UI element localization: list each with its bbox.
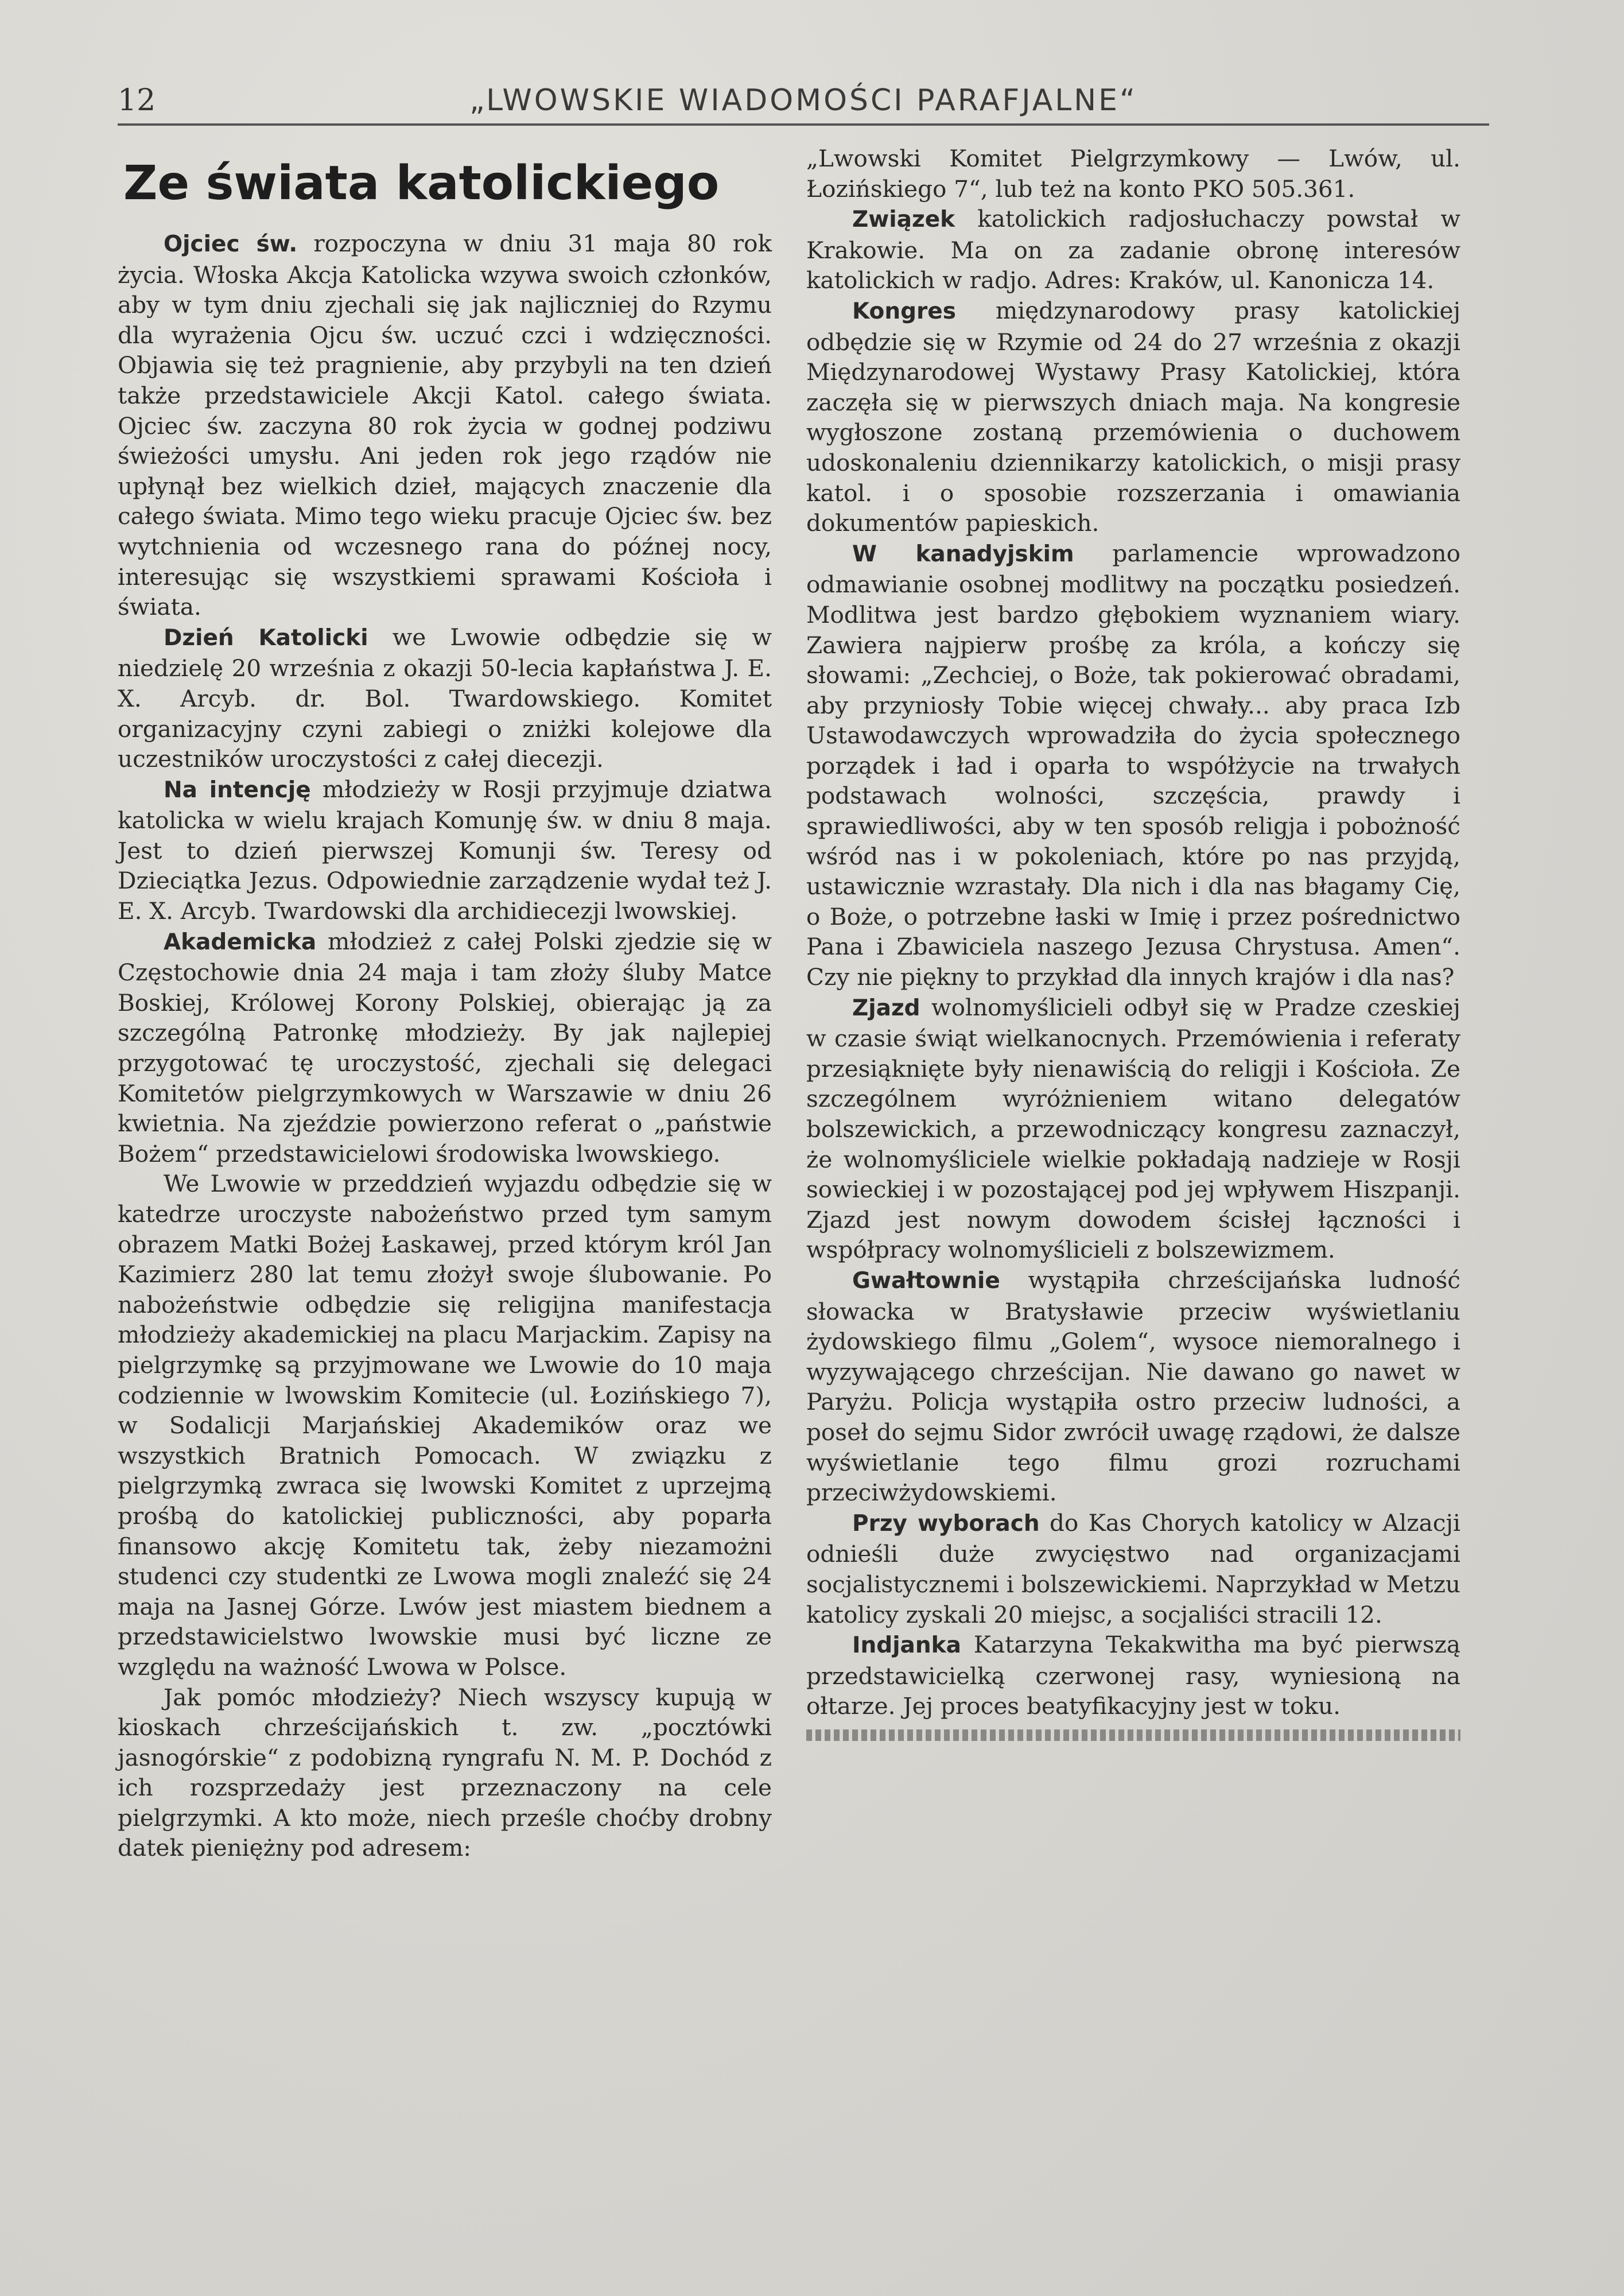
article-lead: Na intencję (164, 777, 311, 803)
article-text: międzynarodowy prasy katolickiej odbędzie się w Rzymie od 24 do 27 września z okazji Międzynarodowej Wystawy Prasy Katolickiej, która zaczęła się w pierwszych dniach maja. Na kongresie wygłoszone zostaną przemówienia o duchowem udoskonaleniu dziennikarzy katolickich, o misji prasy katol. i o sposobie rozszerzania i omawiania dokumentów papieskich. (806, 296, 1460, 537)
article-lead: Akademicka (164, 929, 317, 955)
article-text: parlamencie wprowadzono odmawianie osobnej modlitwy na początku posiedzeń. Modlitwa jest bardzo głębokiem wyznaniem wiary. Zawiera najpierw prośbę za króla, a kończy się słowami: „Zechciej, o Boże, tak pokierować obradami, aby przyniosły Tobie więcej chwały... aby praca Izb Ustawodawczych wprowadziła do życia społecznego porządek i ład i oparła to współżycie na trwałych podstawach wolności, szczęścia, prawdy i sprawiedliwości, aby w ten sposób religja i pobożność wśród nas i w pokoleniach, które po nas przyjdą, ustawicznie wzrastały. Dla nich i dla nas błagamy Cię, o Boże, o potrzebne łaski w Imię i przez pośrednictwo Pana i Zbawiciela naszego Jezusa Chrystusa. Amen“. Czy nie piękny to przykład dla innych krajów i dla nas? (806, 539, 1460, 991)
article-paragraph (118, 622, 772, 774)
article-paragraph (118, 228, 772, 622)
article-paragraph (806, 296, 1460, 538)
article-text: wolnomyślicieli odbył się w Pradze czeskiej w czasie świąt wielkanocnych. Przemówienia i referaty przesiąknięte były nienawiścią do religji i Kościoła. Ze szczególnem wyróżnieniem witano delegatów bolszewickich, a przewodniczący kongresu zaznaczył, że wolnomyśliciele wielkie pokładają nadzieje w Rosji sowieckiej i w pozostającej pod jej wpływem Hiszpanji. Zjazd jest nowym dowodem ścisłej łączności i współpracy wolnomyślicieli z bolszewizmem. (806, 993, 1460, 1264)
running-title: „LWOWSKIE WIADOMOŚCI PARAFJALNE“ (469, 83, 1137, 118)
article-text: młodzieży w Rosji przyjmuje dziatwa katolicka w wielu krajach Komunję św. w dniu 8 maja. Jest to dzień pierwszej Komunji św. Teresy od Dzieciątka Jezus. Odpowiednie zarządzenie wydał też J. E. X. Arcyb. Twardowski dla archidiecezji lwowskiej. (118, 775, 772, 925)
end-ornament (806, 1729, 1460, 1741)
right-column (806, 144, 1460, 1741)
article-paragraph (118, 774, 772, 926)
left-column (118, 144, 772, 1863)
header-rule (118, 123, 1489, 126)
article-lead: Przy wyborach (852, 1510, 1040, 1537)
article-lead: Ojciec św. (164, 231, 298, 257)
article-text: „Lwowski Komitet Pielgrzymkowy — Lwów, ul. Łozińskiego 7“, lub też na konto PKO 505.361. (806, 145, 1460, 203)
article-paragraph (806, 1508, 1460, 1630)
article-lead: Zjazd (852, 995, 920, 1021)
page-header (118, 80, 1489, 126)
article-text: do Kas Chorych katolicy w Alzacji odnieśli duże zwycięstwo nad organizacjami socjalistycznemi i bolszewickiemi. Naprzykład w Metzu katolicy zyskali 20 miejsc, a socjaliści stracili 12. (806, 1508, 1460, 1628)
page-number: 12 (118, 83, 156, 118)
article-lead: Związek (852, 207, 955, 233)
article-text: młodzież z całej Polski zjedzie się w Częstochowie dnia 24 maja i tam złoży śluby Matce Boskiej, Królowej Korony Polskiej, obierając ją za szczególną Patronkę młodzieży. By jak najlepiej przygotować tę uroczystość, zjechali się delegaci Komitetów pielgrzymkowych w Warszawie w dniu 26 kwietnia. Na zjeździe powierzono referat o „państwie Bożem“ przedstawicielowi środowiska lwowskiego. (118, 927, 772, 1168)
article-text: wystąpiła chrześcijańska ludność słowacka w Bratysławie przeciw wyświetlaniu żydowskiego filmu „Golem“, wysoce niemoralnego i wyzywającego chrześcijan. Nie dawano go nawet w Paryżu. Policja wystąpiła ostro przeciw ludności, a poseł do sejmu Sidor zwrócił uwagę rządowi, że dalsze wyświetlanie tego filmu grozi rozruchami przeciwżydowskiemi. (806, 1266, 1460, 1507)
article-text: katolickich radjosłuchaczy powstał w Krakowie. Ma on za zadanie obronę interesów katolickich w radjo. Adres: Kraków, ul. Kanonicza 14. (806, 205, 1460, 294)
article-text: rozpoczyna w dniu 31 maja 80 rok życia. Włoska Akcja Katolicka wzywa swoich członków, aby w tym dniu zjechali się jak najliczniej do Rzymu dla wyrażenia Ojcu św. uczuć czci i wdzięczności. Objawia się też pragnienie, aby przybyli na ten dzień także przedstawiciele Akcji Katol. całego świata. Ojciec św. zaczyna 80 rok życia w godnej podziwu świeżości umysłu. Ani jeden rok jego rządów nie upłynął bez wielkich dzieł, mających znaczenie dla całego świata. Mimo tego wieku pracuje Ojciec św. bez wytchnienia od wczesnego rana do późnej nocy, interesując się wszystkiemi sprawami Kościoła i świata. (118, 230, 772, 621)
article-paragraph (806, 992, 1460, 1265)
article-paragraph (118, 926, 772, 1169)
article-paragraph (806, 1265, 1460, 1508)
article-lead: Kongres (852, 298, 956, 324)
article-paragraph (806, 1630, 1460, 1721)
article-paragraph (806, 538, 1460, 992)
article-text: We Lwowie w przeddzień wyjazdu odbędzie się w katedrze uroczyste nabożeństwo przed tym samym obrazem Matki Bożej Łaskawej, przed którym król Jan Kazimierz 280 lat temu złożył swoje ślubowanie. Po nabożeństwie odbędzie się religijna manifestacja młodzieży akademickiej na placu Marjackim. Zapisy na pielgrzymkę są przyjmowane we Lwowie do 10 maja codziennie w lwowskim Komitecie (ul. Łozińskiego 7), w Sodalicji Marjańskiej Akademików oraz we wszystkich Bratnich Pomocach. W związku z pielgrzymką zwraca się lwowski Komitet z uprzejmą prośbą do katolickiej publiczności, aby poparła finansowo akcję Komitetu tak, żeby niezamożni studenci czy studentki ze Lwowa mogli znaleźć się 24 maja na Jasnej Górze. Lwów jest miastem biednem a przedstawicielstwo lwowskie musi być liczne ze względu na ważność Lwowa w Polsce. (118, 1170, 772, 1681)
article-paragraph (806, 144, 1460, 204)
right-articles (806, 144, 1460, 1721)
left-articles (118, 228, 772, 1863)
article-paragraph (118, 1682, 772, 1864)
article-text: we Lwowie odbędzie się w niedzielę 20 września z okazji 50-lecia kapłaństwa J. E. X. Arcyb. dr. Bol. Twardowskiego. Komitet organizacyjny czyni zabiegi o zniżki kolejowe dla uczestników uroczystości z całej diecezji. (118, 623, 772, 773)
article-paragraph (118, 1169, 772, 1682)
section-title: Ze świata katolickiego (123, 156, 720, 211)
article-paragraph (806, 204, 1460, 296)
article-lead: Dzień Katolicki (164, 625, 368, 651)
article-lead: W kanadyjskim (852, 541, 1074, 567)
article-text: Katarzyna Tekakwitha ma być pierwszą przedstawicielką czerwonej rasy, wyniesioną na ołtarze. Jej proces beatyfikacyjny jest w toku. (806, 1631, 1460, 1720)
article-text: Jak pomóc młodzieży? Niech wszyscy kupują w kioskach chrześcijańskich t. zw. „pocztówki jasnogórskie“ z podobizną ryngrafu N. M. P. Dochód z ich rozsprzedaży jest przeznaczony na cele pielgrzymki. A kto może, niech prześle choćby drobny datek pieniężny pod adresem: (118, 1683, 772, 1862)
article-lead: Gwałtownie (852, 1267, 1000, 1294)
article-lead: Indjanka (852, 1632, 961, 1659)
